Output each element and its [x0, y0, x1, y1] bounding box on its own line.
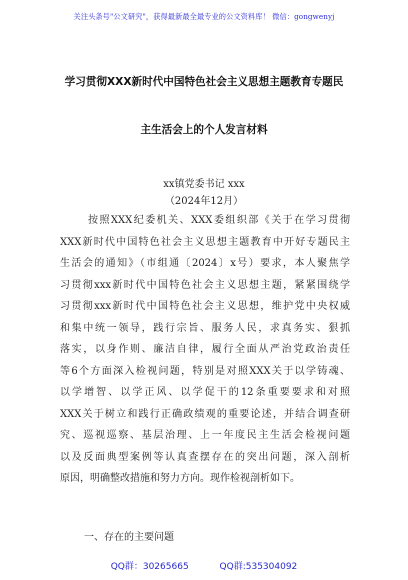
author-line: xx镇党委书记 xxx: [163, 179, 245, 190]
document-title-line-1: 学习贯彻XXX新时代中国特色社会主义思想主题教育专题民: [64, 76, 344, 88]
body-line-2: XXX新时代中国特色社会主义思想主题教育中开好专题民主: [60, 237, 350, 248]
body-line-10: XXX关于树立和践行正确政绩观的重要论述，并结合调查研: [60, 409, 350, 420]
body-line-6: 和集中统一领导，践行宗旨、服务人民，求真务实、狠抓: [60, 323, 350, 334]
section-heading: 一、存在的主要问题: [84, 532, 174, 543]
header-banner: 关注头条号"公文研究"，获得最新最全最专业的公文资料库！ 微信：gongwenyj: [73, 12, 335, 21]
body-line-8: 等6个方面深入检视问题，特别是对照XXX关于以学铸魂、: [60, 366, 350, 377]
footer-contact: [0, 559, 408, 572]
body-line-11: 究、巡视巡察、基层治理、上一年度民主生活会检视问题: [60, 430, 350, 441]
footer-qq-group-2: QQ群:535304092: [219, 562, 298, 572]
date-line: （2024年12月）: [164, 196, 244, 207]
document-title-line-2: 主生活会上的个人发言材料: [140, 124, 268, 136]
body-line-5: 习贯彻xxx新时代中国特色社会主义思想，维护党中央权威: [60, 301, 350, 312]
body-line-13: 原因，明确整改措施和努力方向。现作检视剖析如下。: [60, 473, 300, 484]
body-line-1: 按照XXX纪委机关、XXX委组织部《关于在学习贯彻: [88, 215, 350, 226]
body-line-7: 落实，以身作则、廉洁自律，履行全面从严治党政治责任: [60, 344, 350, 355]
body-line-12: 以及反面典型案例等认真查摆存在的突出问题，深入剖析: [60, 452, 350, 463]
footer-qq-group-1: QQ群：30265665: [110, 562, 189, 572]
body-line-9: 以学增智、以学正风、以学促干的12条重要要求和对照: [60, 387, 350, 398]
body-line-3: 生活会的通知》（市组通〔2024〕x号）要求，本人聚焦学: [60, 258, 350, 269]
body-line-4: 习贯彻xxx新时代中国特色社会主义思想主题，紧紧围绕学: [60, 280, 350, 291]
